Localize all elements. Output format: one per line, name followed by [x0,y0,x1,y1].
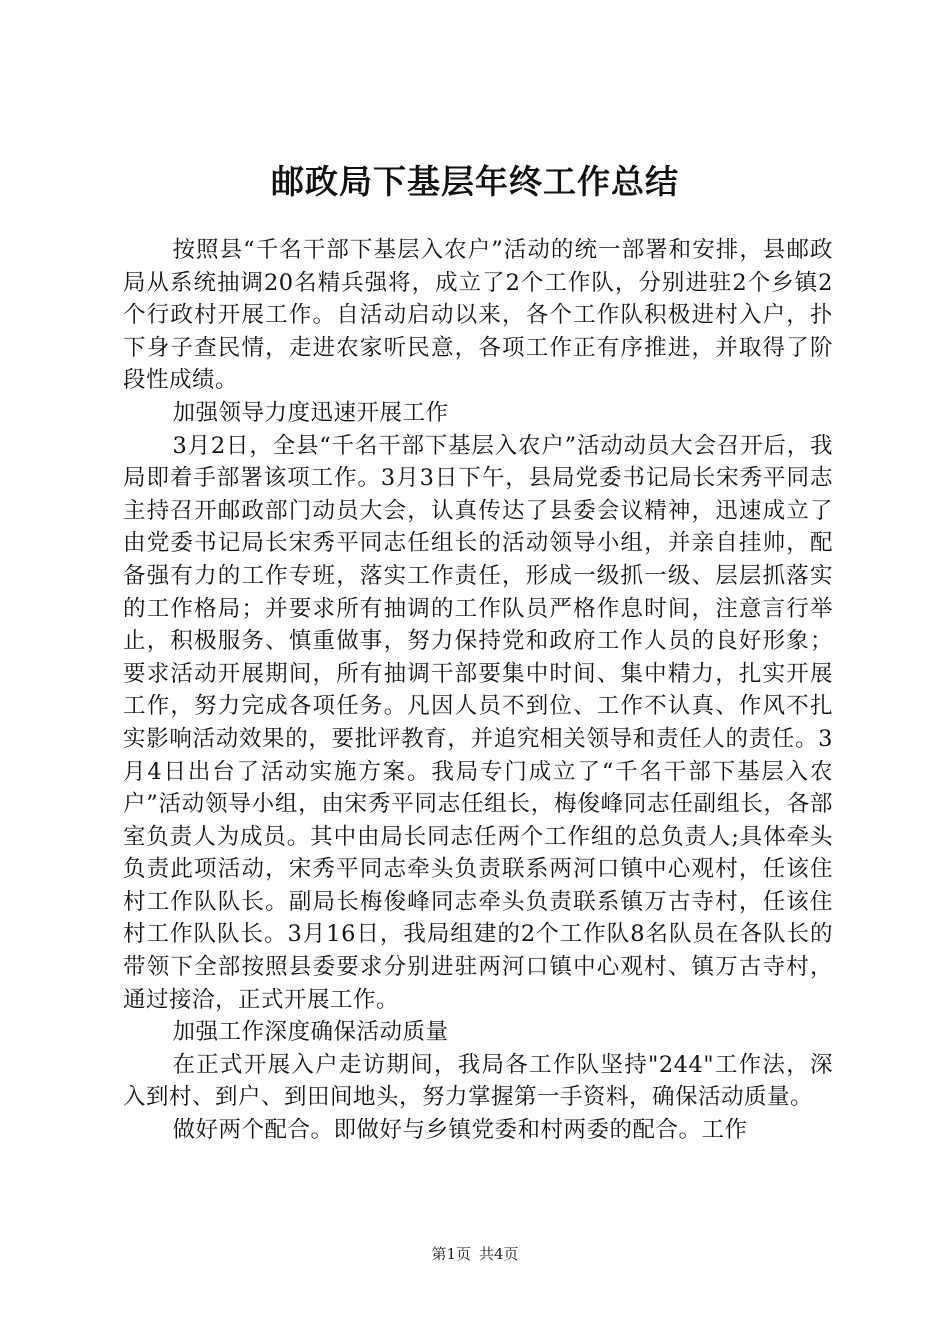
section-heading-depth: 加强工作深度确保活动质量 [172,1019,449,1046]
document-body [123,234,833,1147]
document-title: 邮政局下基层年终工作总结 [271,162,679,201]
section-heading-leadership: 加强领导力度迅速开展工作 [172,399,449,426]
page-total: 共4页 [479,1245,519,1263]
paragraph-leadership: 3月2日，全县“千名干部下基层入农户”活动动员大会召开后，我局即着手部署该项工作。3月3日下午，县局党委书记局长宋秀平同志主持召开邮政部门动员大会，认真传达了县委会议精神，迅速成立了由党委书记局长宋秀平同志任组长的活动领导小组，并亲自挂帅，配备强有力的工作专班，落实工作责任，形成一级抓一级、层层抓落实的工作格局；并要求所有抽调的工作队员严格作息时间，注意言行举止，积极服务、慎重做事，努力保持党和政府工作人员的良好形象；要求活动开展期间，所有抽调干部要集中时间、集中精力，扎实开展工作，努力完成各项任务。凡因人员不到位、工作不认真、作风不扎实影响活动效果的，要批评教育，并追究相关领导和责任人的责任。3月4日出台了活动实施方案。我局专门成立了“千名干部下基层入农户”活动领导小组，由宋秀平同志任组长，梅俊峰同志任副组长，各部室负责人为成员。其中由局长同志任两个工作组的总负责人;具体牵头负责此项活动，宋秀平同志牵头负责联系两河口镇中心观村，任该住村工作队队长。副局长梅俊峰同志牵头负责联系镇万古寺村，任该住村工作队队长。3月16日，我局组建的2个工作队8名队员在各队长的带领下全部按照县委要求分别进驻两河口镇中心观村、镇万古寺村，通过接洽，正式开展工作。 [123,432,833,1013]
paragraph-depth: 在正式开展入户走访期间，我局各工作队坚持"244"工作法，深入到村、到户、到田间地头，努力掌握第一手资料，确保活动质量。 [123,1051,833,1111]
page-footer [0,1243,950,1265]
page-number: 第1页 [431,1245,471,1263]
paragraph-cooperation: 做好两个配合。即做好与乡镇党委和村两委的配合。工作 [172,1117,748,1144]
paragraph-intro: 按照县“千名干部下基层入农户”活动的统一部署和安排，县邮政局从系统抽调20名精兵强将，成立了2个工作队，分别进驻2个乡镇2个行政村开展工作。自活动启动以来，各个工作队积极进村入户，扑下身子查民情，走进农家听民意，各项工作正有序推进，并取得了阶段性成绩。 [123,237,833,394]
